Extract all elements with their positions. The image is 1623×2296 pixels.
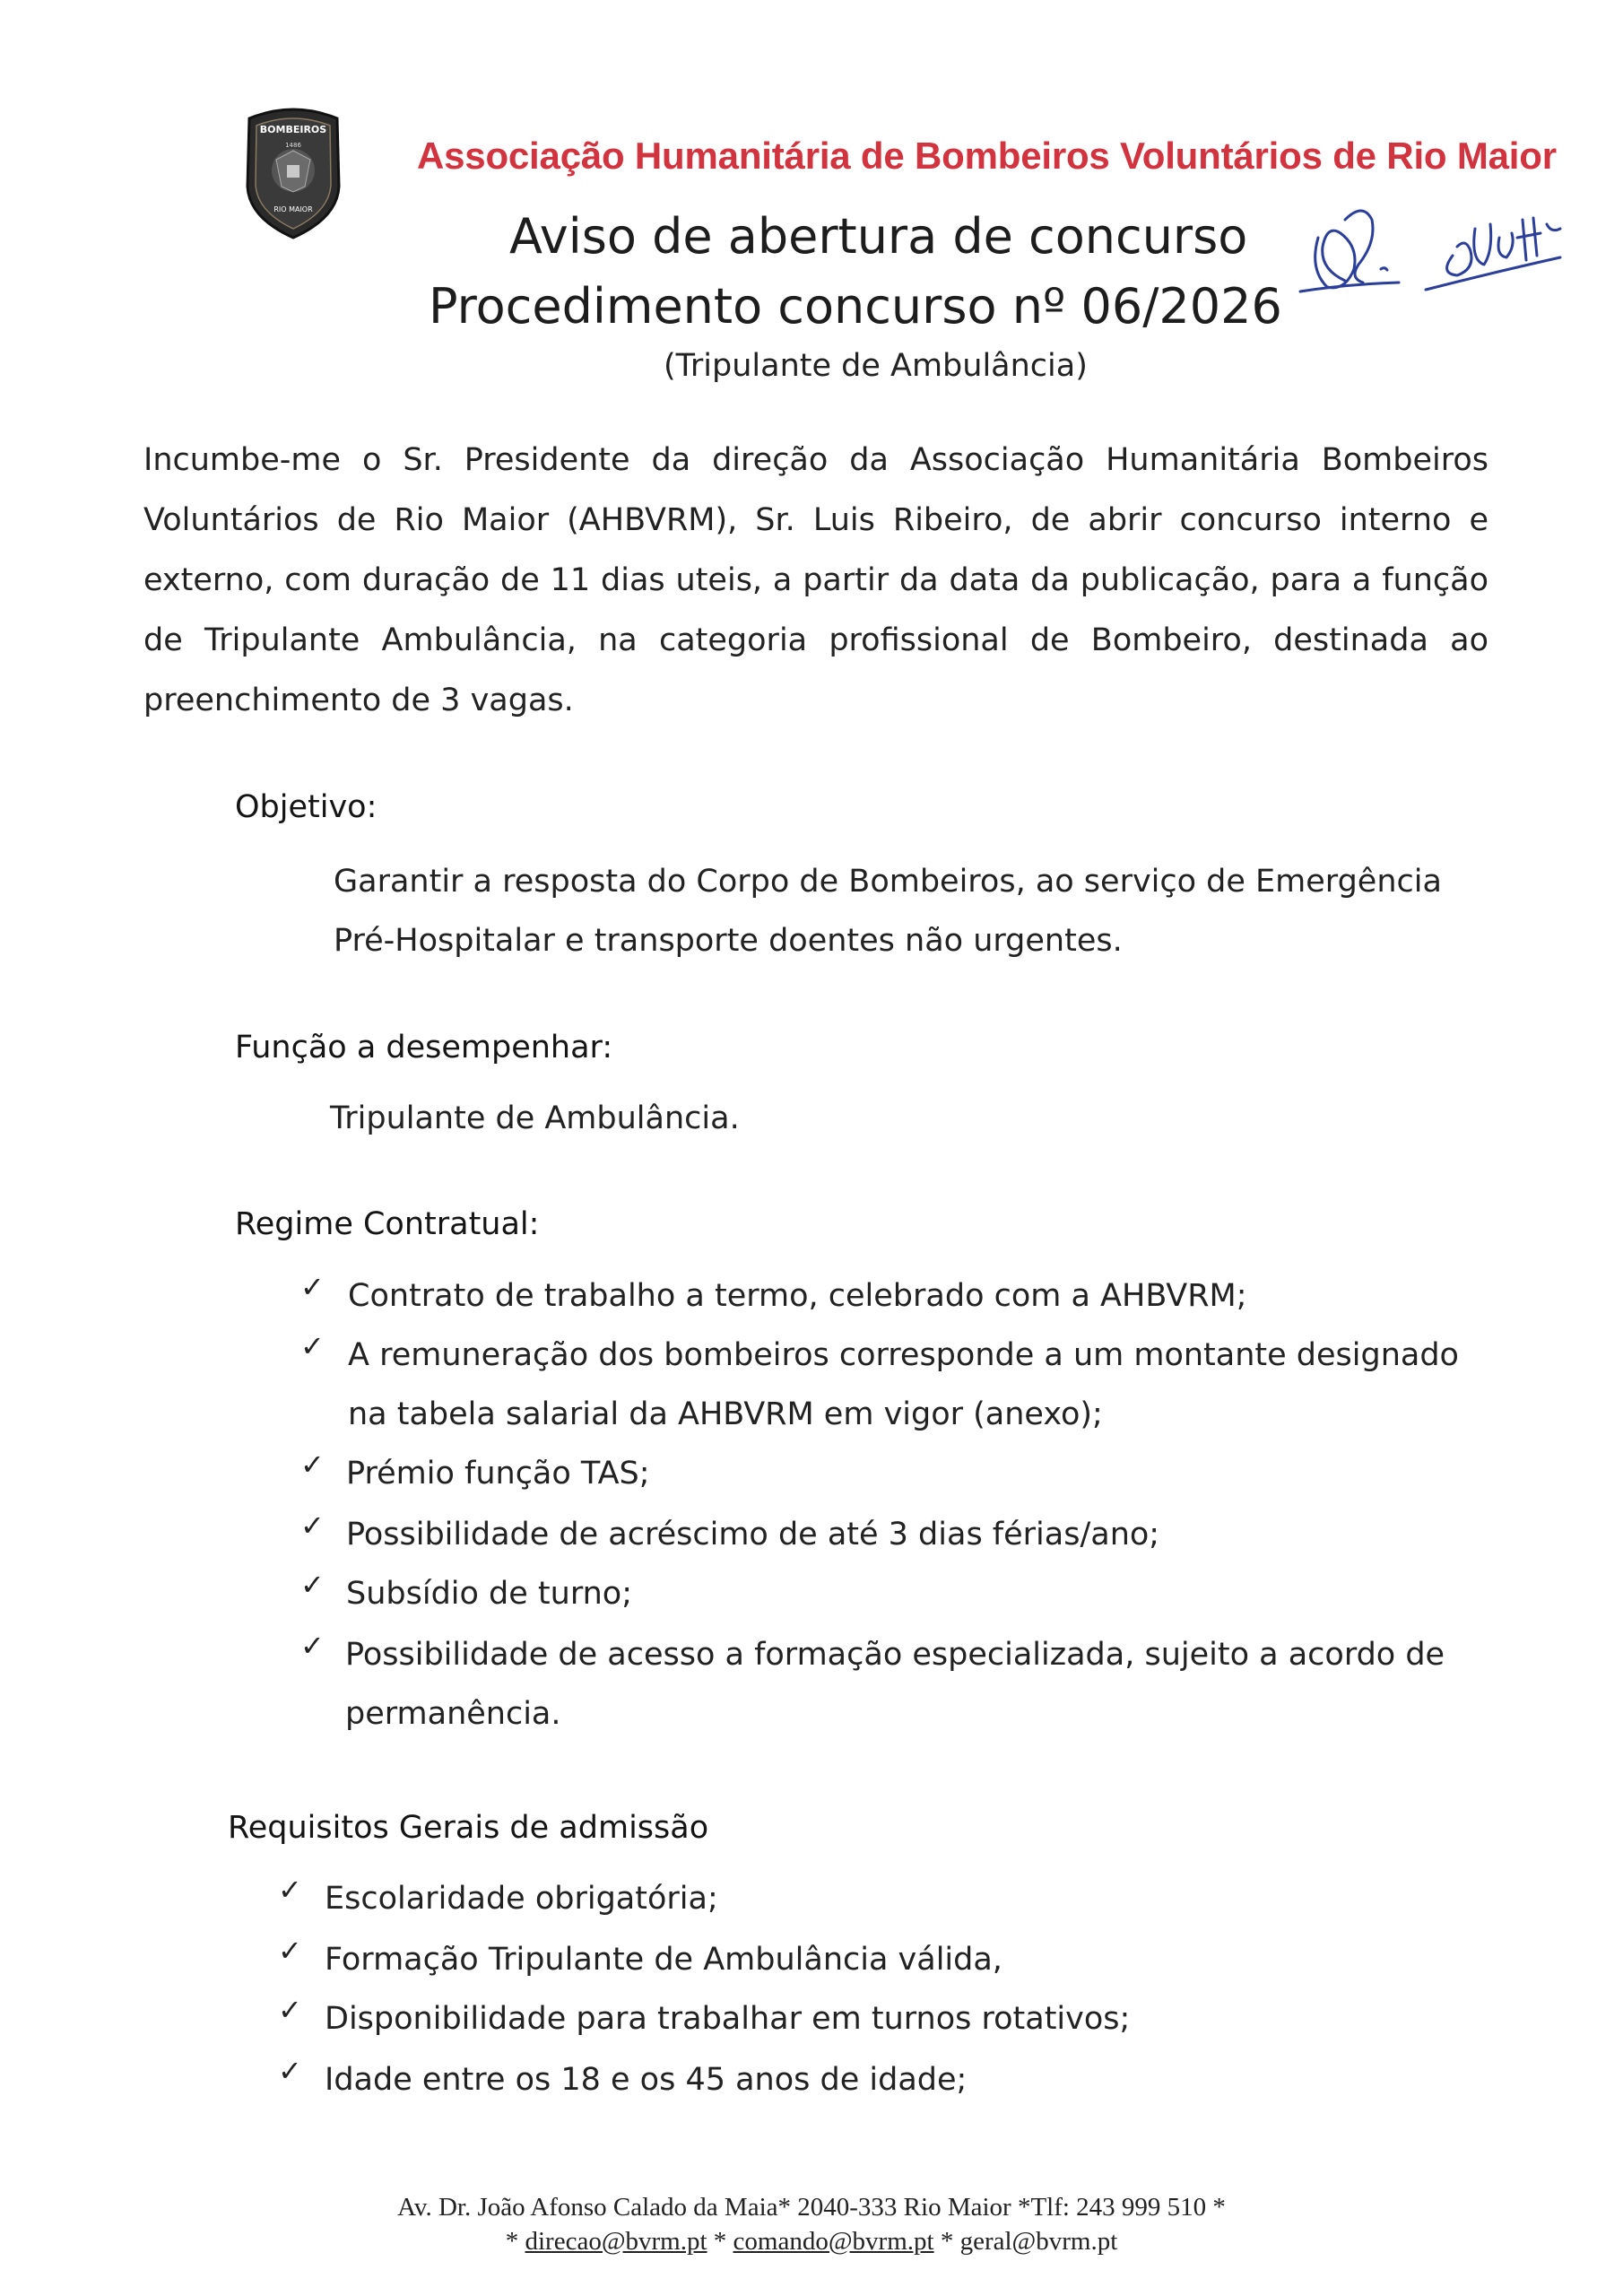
check-icon: ✓ — [278, 1993, 302, 2027]
regime-item-continuation: permanência. — [345, 1696, 561, 1732]
regime-item: Prémio função TAS; — [346, 1456, 650, 1492]
footer-separator: * — [713, 2227, 727, 2256]
requisito-item: Disponibilidade para trabalhar em turnos rotativos; — [325, 2001, 1131, 2037]
logo-year: 1486 — [285, 142, 301, 149]
funcao-heading: Função a desempenhar: — [235, 1030, 613, 1065]
regime-item: A remuneração dos bombeiros corresponde a um montante designado — [348, 1337, 1459, 1373]
regime-item-continuation: na tabela salarial da AHBVRM em vigor (anexo); — [348, 1396, 1103, 1432]
requisito-item: Formação Tripulante de Ambulância válida, — [325, 1942, 1002, 1978]
notice-title: Aviso de abertura de concurso — [509, 208, 1248, 265]
procedure-title: Procedimento concurso nº 06/2026 — [429, 278, 1282, 335]
intro-line: externo, com duração de 11 dias uteis, a partir da data da publicação, para a função — [143, 562, 1488, 598]
check-icon: ✓ — [300, 1629, 325, 1663]
check-icon: ✓ — [278, 1934, 302, 1968]
footer-separator: * — [505, 2227, 519, 2256]
funcao-text: Tripulante de Ambulância. — [330, 1100, 740, 1136]
email-comando-link[interactable]: comando@bvrm.pt — [733, 2227, 934, 2256]
intro-line: Incumbe-me o Sr. Presidente da direção da Associação Humanitária Bombeiros — [143, 442, 1488, 478]
logo-top-text: BOMBEIROS — [259, 124, 327, 135]
requisito-item: Escolaridade obrigatória; — [325, 1881, 718, 1917]
signatures-image — [1291, 184, 1578, 318]
position-subtitle: (Tripulante de Ambulância) — [664, 348, 1088, 384]
footer-contacts — [0, 2227, 1623, 2257]
objetivo-line: Garantir a resposta do Corpo de Bombeiros, ao serviço de Emergência — [334, 864, 1442, 900]
email-direcao-link[interactable]: direcao@bvrm.pt — [525, 2227, 707, 2256]
footer-separator: * — [940, 2227, 954, 2256]
intro-line: de Tripulante Ambulância, na categoria profissional de Bombeiro, destinada ao — [143, 622, 1488, 658]
check-icon: ✓ — [278, 1873, 302, 1907]
check-icon: ✓ — [300, 1270, 325, 1304]
regime-item: Possibilidade de acesso a formação especializada, sujeito a acordo de — [345, 1637, 1445, 1673]
requisito-item: Idade entre os 18 e os 45 anos de idade; — [325, 2062, 968, 2098]
footer-address: Av. Dr. João Afonso Calado da Maia* 2040-333 Rio Maior *Tlf: 243 999 510 * — [397, 2193, 1226, 2222]
objetivo-line: Pré-Hospitalar e transporte doentes não urgentes. — [334, 923, 1123, 959]
intro-line: Voluntários de Rio Maior (AHBVRM), Sr. Luis Ribeiro, de abrir concurso interno e — [143, 502, 1488, 538]
regime-heading: Regime Contratual: — [235, 1206, 540, 1242]
email-geral: geral@bvrm.pt — [959, 2227, 1118, 2256]
regime-item: Possibilidade de acréscimo de até 3 dias férias/ano; — [346, 1517, 1160, 1552]
objetivo-heading: Objetivo: — [235, 789, 378, 825]
bombeiros-logo — [240, 106, 346, 240]
check-icon: ✓ — [300, 1329, 325, 1363]
regime-item: Subsídio de turno; — [346, 1576, 632, 1612]
check-icon: ✓ — [300, 1568, 325, 1602]
intro-paragraph — [143, 430, 1488, 731]
requisitos-heading: Requisitos Gerais de admissão — [228, 1810, 709, 1846]
logo-bottom-text: RIO MAIOR — [273, 205, 313, 213]
regime-item: Contrato de trabalho a termo, celebrado com a AHBVRM; — [348, 1278, 1247, 1314]
intro-line: preenchimento de 3 vagas. — [143, 683, 574, 718]
check-icon: ✓ — [300, 1448, 325, 1482]
check-icon: ✓ — [300, 1509, 325, 1543]
organization-name: Associação Humanitária de Bombeiros Voluntários de Rio Maior — [417, 135, 1557, 177]
check-icon: ✓ — [278, 2054, 302, 2088]
